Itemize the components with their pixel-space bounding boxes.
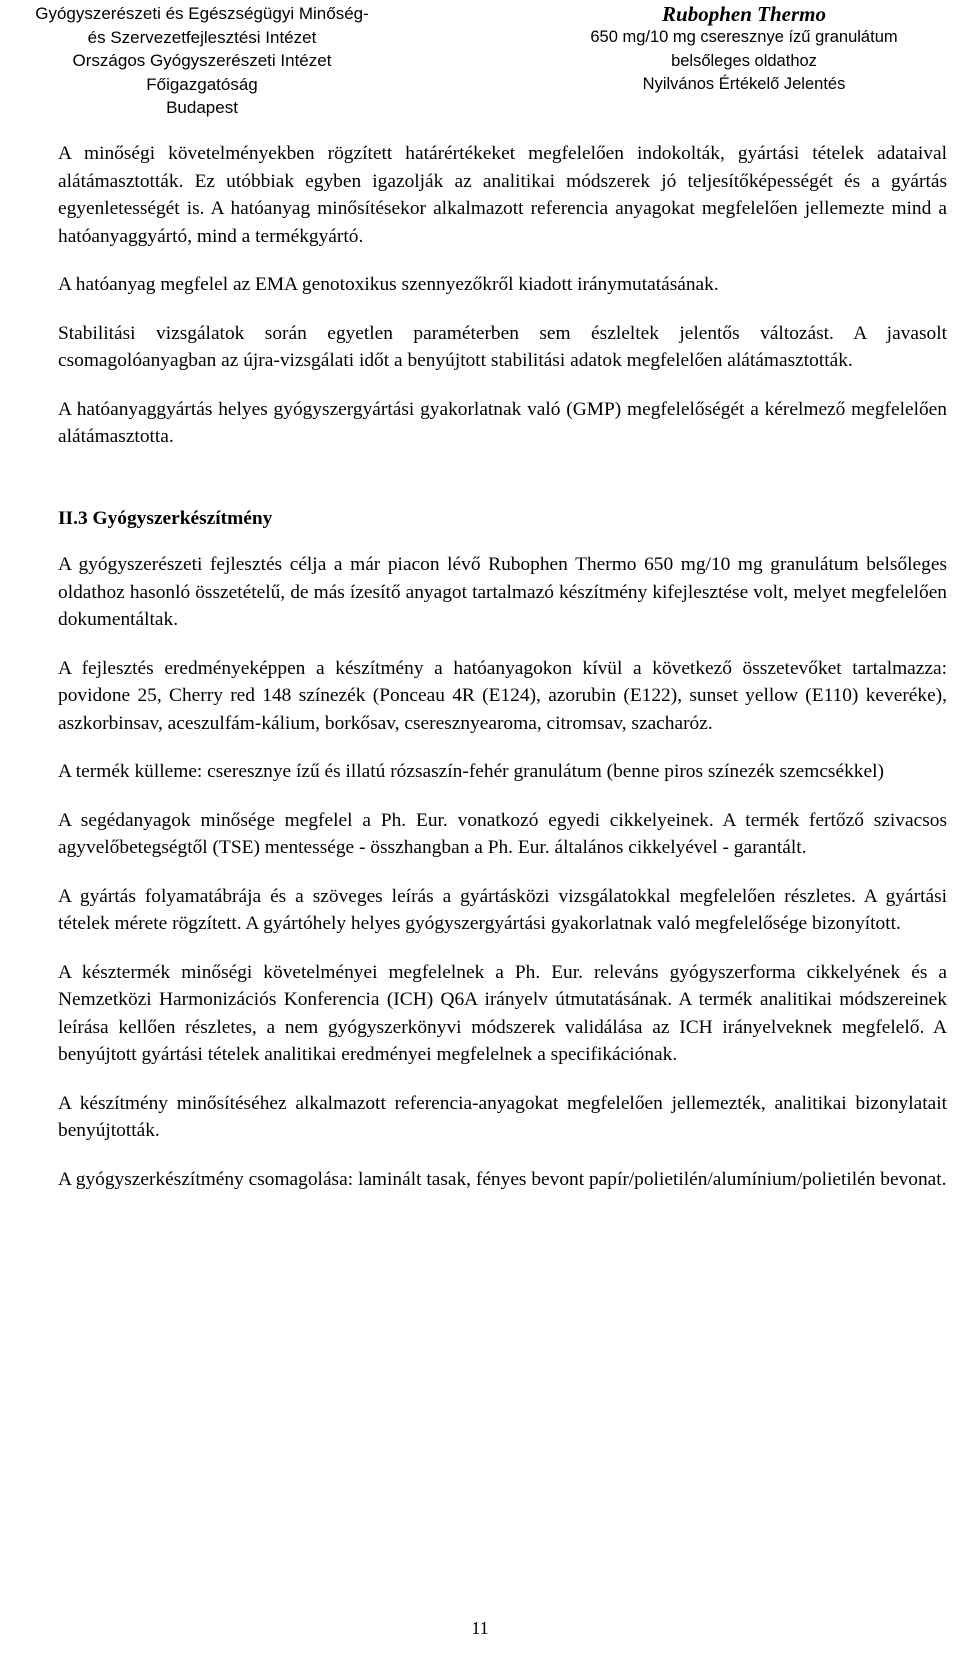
paragraph: A gyógyszerészeti fejlesztés célja a már piacon lévő Rubophen Thermo 650 mg/10 mg granulátum belsőleges oldathoz hasonló összetételű, de más ízesítő anyagot tartalmazó készítmény kifejlesztése volt, melyet megfelelően dokumentáltak. [58,554,947,630]
paragraph: A hatóanyag megfelel az EMA genotoxikus szennyezőkről kiadott iránymutatásának. [58,274,719,295]
issuer-line: Főigazgatóság [146,74,258,94]
product-block [534,2,954,97]
paragraph: A segédanyagok minősége megfelel a Ph. Eur. vonatkozó egyedi cikkelyeinek. A termék fertőző szivacsos agyvelőbetegségtől (TSE) mentessége - összhangban a Ph. Eur. általános cikkelyével - garantált. [58,809,947,858]
section-heading: II.3 Gyógyszerkészítmény [58,507,273,529]
paragraph: A készítmény minősítéséhez alkalmazott referencia-anyagokat megfelelően jellemezték, analitikai bizonylatait benyújtották. [58,1092,947,1141]
paragraph: A késztermék minőségi követelményei megfelelnek a Ph. Eur. releváns gyógyszerforma cikkelyének és a Nemzetközi Harmonizációs Konferencia (ICH) Q6A irányelv útmutatásának. A termék analitikai módszereinek leírása kellően részletes, a nem gyógyszerkönyvi módszerek validálása az ICH irányelveknek megfelelő. A benyújtott gyártási tételek analitikai eredményei megfelelnek a specifikációnak. [58,961,947,1065]
issuer-line: Gyógyszerészeti és Egészségügyi Minőség- [35,4,369,23]
paragraph: A hatóanyaggyártás helyes gyógyszergyártási gyakorlatnak való (GMP) megfelelőségét a kérelmező megfelelően alátámasztotta. [58,398,947,447]
paragraph: Stabilitási vizsgálatok során egyetlen paraméterben sem észleltek jelentős változást. A javasolt csomagolóanyagban az újra-vizsgálati időt a benyújtott stabilitási adatok megfelelően alátámasztották. [58,322,947,371]
report-type: Nyilvános Értékelő Jelentés [642,75,846,93]
paragraph: A fejlesztés eredményeképpen a készítmény a hatóanyagokon kívül a következő összetevőket tartalmazza: povidone 25, Cherry red 148 színezék (Ponceau 4R (E124), azorubin (E122), sunset yellow (E110) keveréke), aszkorbinsav, aceszulfám-kálium, borkősav, cseresznyearoma, citromsav, szacharóz. [58,657,947,734]
product-line: belsőleges oldathoz [671,51,817,70]
page-header [0,0,960,124]
issuer-line: Budapest [166,98,238,117]
product-title: Rubophen Thermo [662,2,826,26]
issuer-block [2,2,402,120]
paragraph: A gyógyszerkészítmény csomagolása: laminált tasak, fényes bevont papír/polietilén/alumínium/polietilén bevonat. [58,1168,947,1190]
product-line: 650 mg/10 mg cseresznye ízű granulátum [590,28,898,46]
page-number: 11 [471,1618,489,1638]
issuer-line: Országos Gyógyszerészeti Intézet [72,51,332,70]
issuer-line: és Szervezetfejlesztési Intézet [87,27,317,47]
paragraph: A minőségi követelményekben rögzített határértékeket megfelelően indokolták, gyártási tételek adataival alátámasztották. Ez utóbbiak egyben igazolják az analitikai módszerek jó teljesítőképességét és a gyártás egyenletességét is. A hatóanyag minősítésekor alkalmazott referencia anyagokat megfelelően jellemezte mind a hatóanyaggyártó, mind a termékgyártó. [58,143,947,247]
paragraph: A gyártás folyamatábrája és a szöveges leírás a gyártásközi vizsgálatokkal megfelelően részletes. A gyártási tételek mérete rögzített. A gyártóhely helyes gyógyszergyártási gyakorlatnak való megfelelősége bizonyított. [58,885,947,934]
document-body [58,140,947,1214]
paragraph: A termék külleme: cseresznye ízű és illatú rózsaszín-fehér granulátum (benne piros színezék szemcsékkel) [58,761,884,782]
